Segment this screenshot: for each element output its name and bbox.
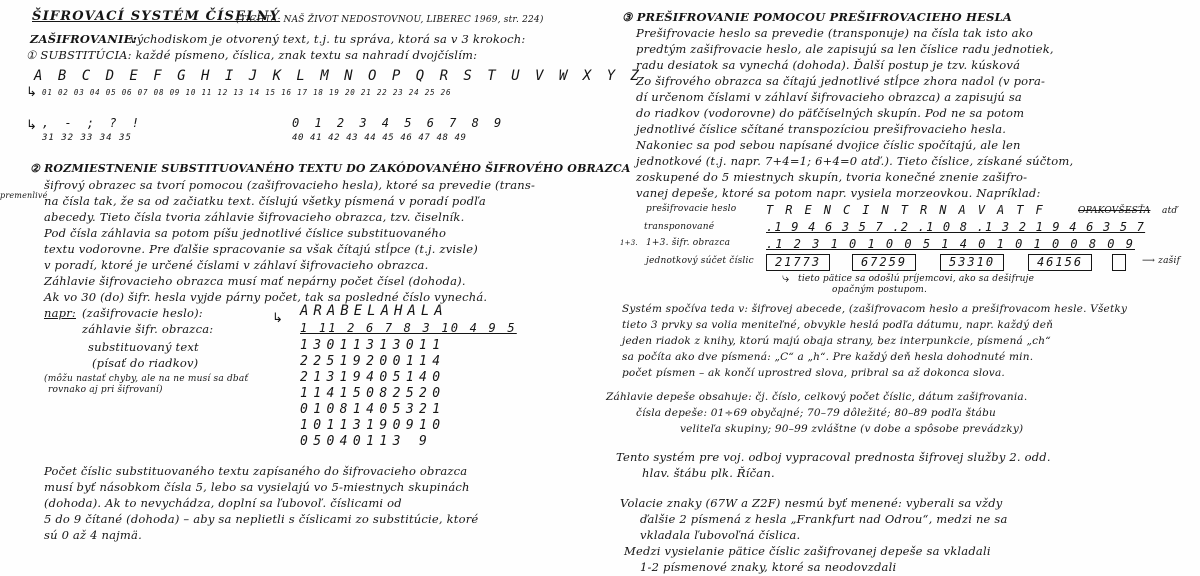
section2-line: abecedy. Tieto čísla tvoria záhlavie šifrovacieho obrazca, tzv. čiselník. (44, 210, 465, 224)
arrow-icon: ⤷ (782, 271, 790, 286)
section3-line: do riadkov (vodorovne) do päťčíselných skupín. Pod ne sa potom (636, 106, 1025, 120)
header-line: Záhlavie depeše obsahuje: čj. číslo, celkový počet číslic, dátum zašifrovania. (606, 391, 1028, 403)
right-column (600, 6, 1200, 576)
section3-line: Zo šifrového obrazca sa čítajú jednotlivé stĺpce zhora nadol (v pora- (636, 74, 1046, 88)
callsign-line: Volacie znaky (67W a Z2F) nesmú byť menené: vyberali sa vždy (620, 496, 1003, 510)
section3-line: zoskupené do 5 miestnych skupín, tvoria konečné znenie zašifro- (636, 170, 1028, 184)
example-row-label: jednotkový súčet číslic (646, 256, 754, 266)
section2-line: v poradí, ktoré je určené číslami v záhlaví šifrovacieho obrazca. (44, 258, 429, 272)
grid-row: 05040113 9 (300, 434, 433, 449)
result-label: ⟶ zašif (1142, 256, 1181, 266)
system-by-line: Tento systém pre voj. odboj vypracoval prednosta šifrovej služby 2. odd. (616, 450, 1051, 464)
example-label: substituovaný text (88, 340, 199, 354)
punct-codes: 31 32 33 34 35 (42, 133, 132, 143)
arrow-icon: ↳ (272, 311, 283, 326)
title: ŠIFROVACÍ SYSTÉM ČÍSELNÝ (32, 9, 281, 24)
callsign-line: ďalšie 2 písmená z hesla „Frankfurt nad Odrou“, medzi ne sa (640, 512, 1008, 526)
napr-label: napr: (44, 306, 76, 320)
grid-row: 10113190910 (300, 418, 446, 433)
section3-line: predtým zašifrovacie heslo, ale zapisujú sa len číslice radu jednotiek, (636, 42, 1054, 56)
section3-line: dí určenom číslami v záhlaví šifrovacieho obrazca) a zapisujú sa (636, 90, 1022, 104)
left-column (0, 6, 643, 576)
section3-line: jednotkové (t.j. napr. 7+4=1; 6+4=0 atď.). Tieto číslice, získané súčtom, (636, 154, 1074, 168)
system-line: počet písmen – ak končí uprostred slova, pribral sa až dokonca slova. (622, 367, 1005, 379)
result-note: opačným postupom. (832, 285, 928, 295)
grid-header: ARABELAHALA (300, 303, 448, 319)
system-line: tieto 3 prvky sa volia meniteľné, obvykle heslá podľa dátumu, napr. každý deň (622, 319, 1054, 331)
empty-box (1112, 254, 1126, 271)
system-line: Systém spočíva teda v: šifrovej abecede, (zašifrovacom heslo a prešifrovacom hesle. Všetky (622, 303, 1128, 315)
bottom-line: (dohoda). Ak to nevychádza, doplní sa ľubovoľ. číslicami od (44, 496, 402, 510)
bottom-line: musí byť násobkom čísla 5, lebo sa vysielajú vo 5-miestnych skupinách (44, 480, 470, 494)
margin-note: (môžu nastať chyby, ale na ne musí sa dbať (44, 374, 249, 384)
grid-row: 21319405140 (300, 370, 446, 385)
sum-group: 53310 (940, 254, 1004, 271)
callsign-line: vkladala ľubovoľná číslica. (640, 528, 801, 542)
system-line: sa počíta ako dve písmená: „C“ a „h“. Pre každý deň hesla dohodnuté min. (622, 351, 1034, 363)
intro-line: východiskom je otvorený text, t.j. tu správa, ktorá sa v 3 krokoch: (130, 32, 526, 46)
example-side-label: 1+3. (620, 239, 638, 247)
example-row-transponovane: .1 9 4 6 3 5 7 .2 .1 0 8 .1 3 2 1 9 4 6 3 5 7 (766, 220, 1146, 234)
callsign-line: 1-2 písmenové znaky, ktoré sa neodovzdali (640, 560, 897, 574)
section2-line: Ak vo 30 (do) šifr. hesla vyjde párny počet, tak sa posledné číslo vynechá. (44, 290, 488, 304)
strike-tail: atď (1162, 206, 1178, 216)
section3-line: radu desiatok sa vynechá (dohoda). Ďalší postup je tzv. kúsková (636, 58, 1021, 72)
section2-line: na čísla tak, že sa od začiatku text. číslujú všetky písmená v poradí podľa (44, 194, 486, 208)
grid-row: 13011313011 (300, 338, 446, 353)
bottom-line: 5 do 9 čítané (dohoda) – aby sa neplietli s číslicami zo substitúcie, ktoré (44, 512, 479, 526)
margin-note: rovnako aj pri šifrovaní) (48, 385, 163, 395)
section3-heading: ③ PREŠIFROVANIE POMOCOU PREŠIFROVACIEHO HESLA (622, 10, 1013, 24)
callsign-line: Medzi vysielanie pätice číslic zašifrovanej depeše sa vkladali (624, 544, 991, 558)
example-row-heslo: T R E N C I N T R N A V A T F (766, 203, 1046, 217)
example-label: (písať do riadkov) (92, 356, 199, 370)
digit-codes: 40 41 42 43 44 45 46 47 48 49 (292, 133, 467, 143)
strikethrough-text: OPAKOVŠESŤA (1078, 206, 1151, 216)
example-row-label: transponované (644, 222, 715, 232)
example-row-label: prešifrovacie heslo (646, 204, 737, 214)
alphabet-letters: A B C D E F G H I J K L M N O P Q R S T U V W X Y Z (34, 68, 643, 84)
section2-line: textu vodorovne. Pre ďalšie spracovanie sa však čítajú stĺpce (t.j. zvisle) (44, 242, 478, 256)
system-by-line: hlav. štábu plk. Říčan. (642, 466, 775, 480)
section3-line: Nakoniec sa pod sebou napísané dvojice číslic spočítajú, ale len (636, 138, 1021, 152)
punct-chars: , - ; ? ! (42, 116, 144, 130)
section3-line: jednotlivé číslice sčítané transpozíciou prešifrovacieho hesla. (636, 122, 1007, 136)
result-note: tieto pätice sa odošlú príjemcovi, ako sa dešifruje (798, 274, 1035, 284)
digit-chars: 0 1 2 3 4 5 6 7 8 9 (292, 116, 506, 130)
grid-row: 01081405321 (300, 402, 446, 417)
arrow-icon: ↳ (26, 118, 37, 133)
system-line: jeden riadok z knihy, ktorú majú obaja strany, bez interpunkcie, písmená „ch“ (622, 335, 1051, 347)
grid-numbers: 1 11 2 6 7 8 3 10 4 9 5 (300, 321, 517, 335)
title-source: (TICHTA: NAŠ ŽIVOT NEDOSTOVNOU, LIBEREC 1969, str. 224) (236, 15, 544, 25)
alphabet-codes: 01 02 03 04 05 06 07 08 09 10 11 12 13 14 15 16 17 18 19 20 21 22 23 24 25 26 (42, 88, 452, 97)
section3-line: Prešifrovacie heslo sa prevedie (transponuje) na čísla tak isto ako (636, 26, 1034, 40)
section2-line: Pod čísla záhlavia sa potom píšu jednotlivé číslice substituovaného (44, 226, 447, 240)
grid-row: 11415082520 (300, 386, 446, 401)
section2-heading: ② ROZMIESTNENIE SUBSTITUOVANÉHO TEXTU DO ZAKÓDOVANÉHO ŠIFROVÉHO OBRAZCA (30, 162, 631, 175)
header-line: čísla depeše: 01÷69 obyčajné; 70–79 dôležité; 80–89 podľa štábu (636, 407, 996, 419)
sum-group: 46156 (1028, 254, 1092, 271)
example-row-obrazec: .1 2 3 1 0 1 0 0 5 1 4 0 1 0 1 0 0 8 0 9 (766, 237, 1135, 251)
section2-line: šifrový obrazec sa tvorí pomocou (zašifrovacieho hesla), ktoré sa prevedie (trans- (44, 178, 536, 192)
section3-line: vanej depeše, ktoré sa potom napr. vysiela morzeovkou. Napríklad: (636, 186, 1041, 200)
bottom-line: Počet číslic substituovaného textu zapísaného do šifrovacieho obrazca (44, 464, 468, 478)
intro-line: ① SUBSTITÚCIA: každé písmeno, číslica, znak textu sa nahradí dvojčíslím: (26, 48, 478, 62)
zasifrovanie-label: ZAŠIFROVANIE: (30, 32, 137, 46)
side-note: premenlivé (0, 191, 48, 200)
arrow-icon: ↳ (26, 85, 37, 100)
bottom-line: sú 0 až 4 najmä. (44, 528, 142, 542)
grid-row: 22519200114 (300, 354, 446, 369)
sum-group: 67259 (852, 254, 916, 271)
example-label: (zašifrovacie heslo): (82, 306, 203, 320)
section2-line: Záhlavie šifrovacieho obrazca musí mať nepárny počet čísel (dohoda). (44, 274, 466, 288)
example-row-label: 1+3. šifr. obrazca (646, 238, 731, 248)
sum-group: 21773 (766, 254, 830, 271)
header-line: veliteľa skupiny; 90–99 zvláštne (v dobe a spôsobe prevádzky) (680, 423, 1024, 435)
example-label: záhlavie šifr. obrazca: (82, 322, 214, 336)
